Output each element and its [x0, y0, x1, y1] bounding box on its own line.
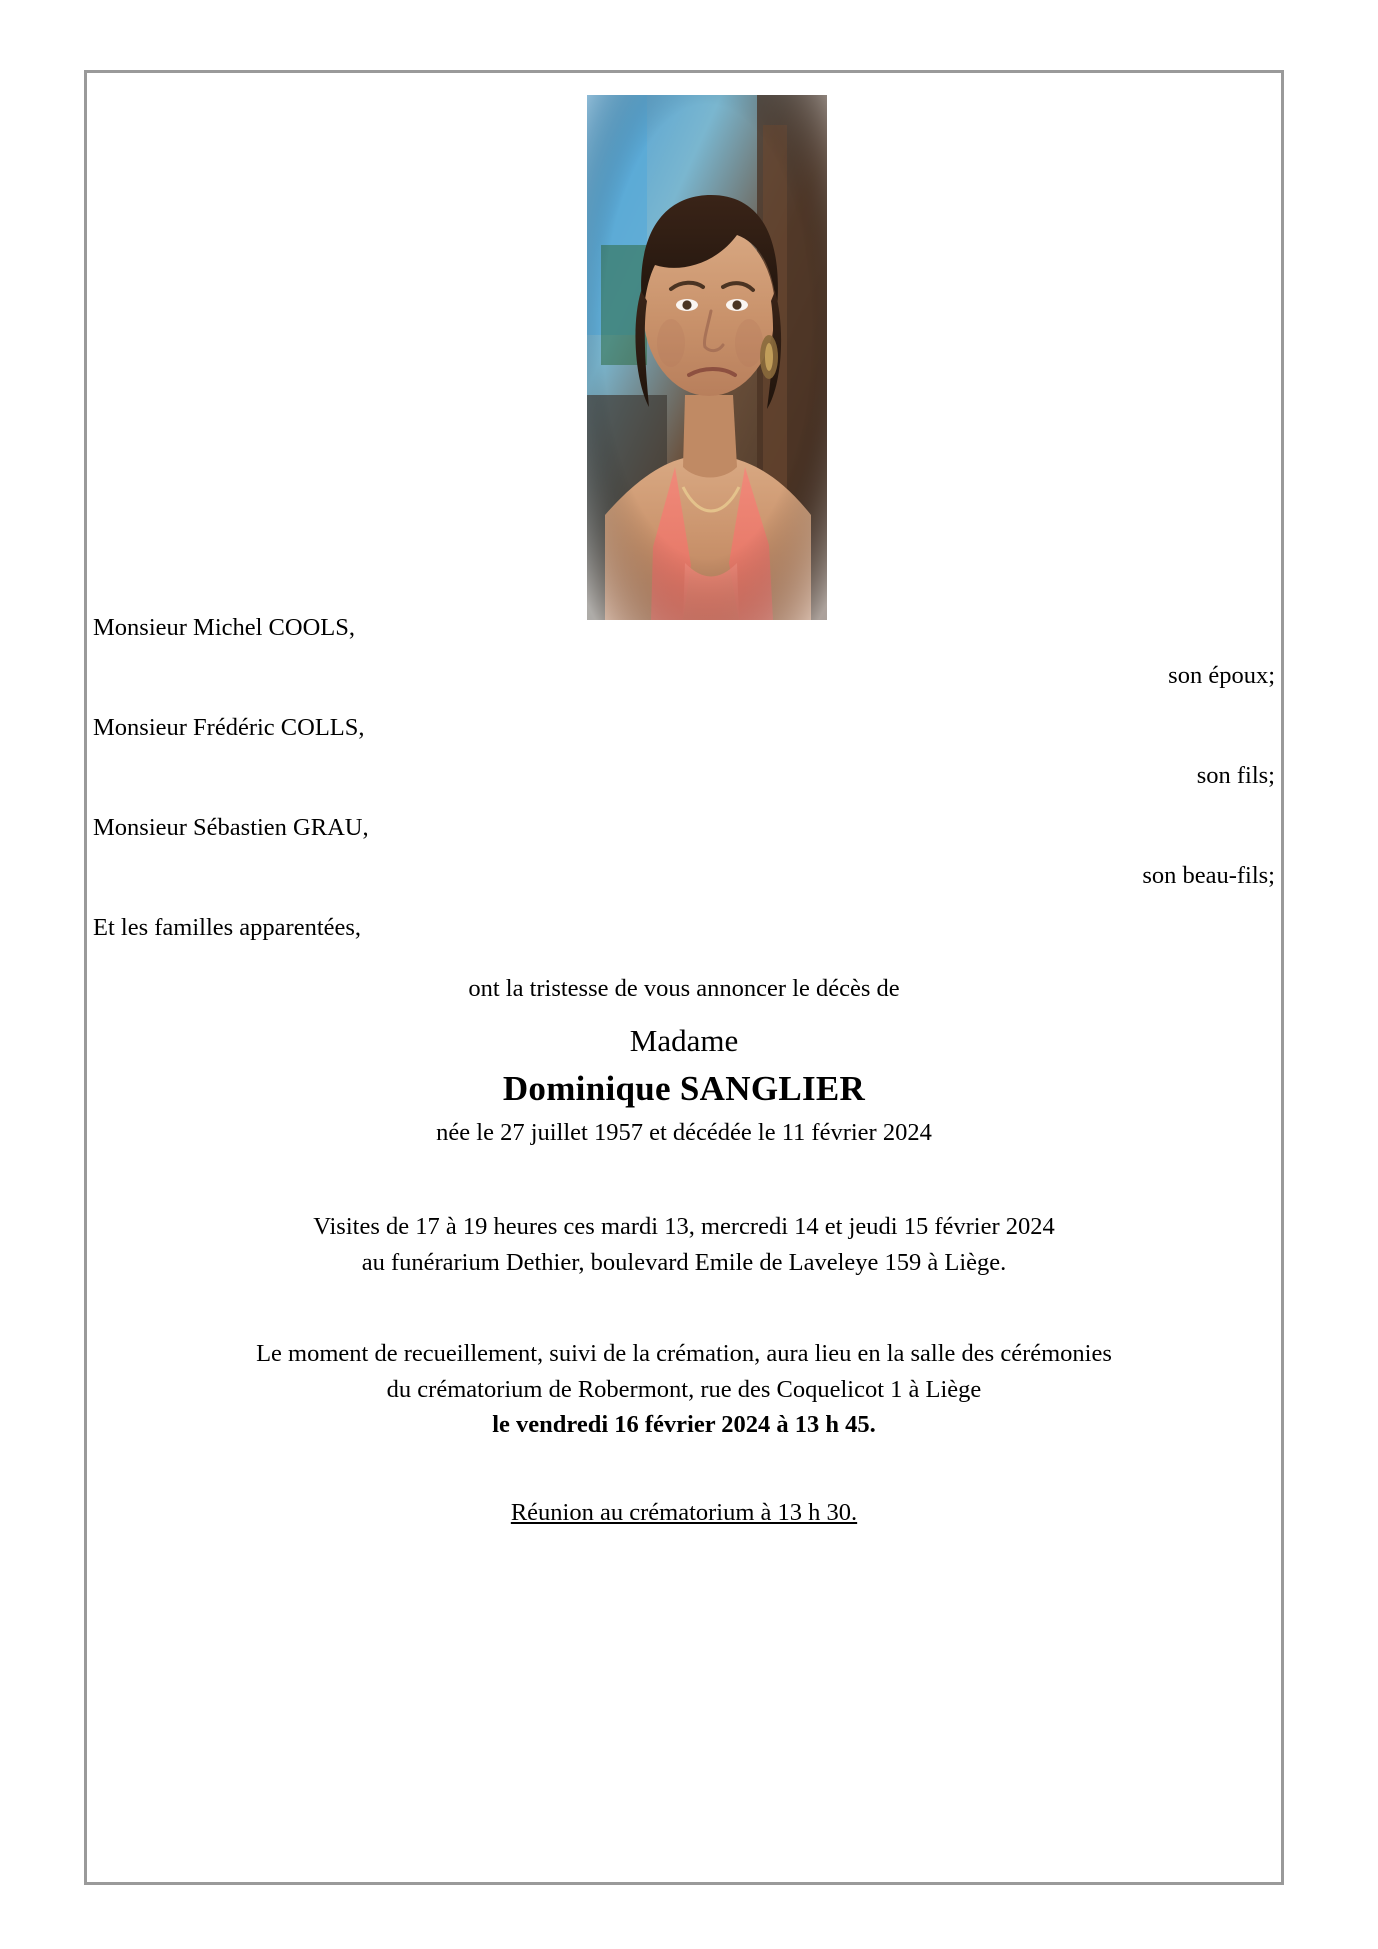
family-member-name: Monsieur Michel COOLS,	[93, 614, 355, 641]
announcement-block	[84, 975, 1284, 1527]
family-row	[84, 715, 1284, 815]
deceased-dates: née le 27 juillet 1957 et décédée le 11 février 2024	[436, 1119, 932, 1146]
announcement-intro: ont la tristesse de vous annoncer le décès de	[468, 975, 900, 1002]
related-families-text: Et les familles apparentées,	[93, 914, 362, 941]
ceremony-datetime: le vendredi 16 février 2024 à 13 h 45.	[492, 1411, 876, 1439]
memorial-card	[84, 70, 1284, 1885]
visits-line-1: Visites de 17 à 19 heures ces mardi 13, mercredi 14 et jeudi 15 février 2024	[313, 1213, 1055, 1240]
family-row	[84, 815, 1284, 915]
family-member-relation: son fils;	[1196, 762, 1275, 789]
visits-line-2: au funérarium Dethier, boulevard Emile de Laveleye 159 à Liège.	[361, 1248, 1007, 1276]
family-member-relation: son beau-fils;	[1142, 862, 1275, 889]
gathering-note: Réunion au crématorium à 13 h 30.	[510, 1498, 858, 1526]
family-block	[84, 614, 1284, 941]
ceremony-line-1: Le moment de recueillement, suivi de la crémation, aura lieu en la salle des cérémonies	[256, 1340, 1112, 1368]
announcement-title: Madame	[629, 1023, 739, 1058]
family-member-name: Monsieur Sébastien GRAU,	[93, 814, 369, 841]
ceremony-line-2: du crématorium de Robermont, rue des Coquelicot 1 à Liège	[386, 1375, 982, 1403]
family-member-relation: son époux;	[1168, 662, 1275, 689]
family-row	[84, 615, 1284, 715]
family-member-name: Monsieur Frédéric COLLS,	[93, 714, 365, 741]
portrait-photo	[587, 95, 827, 620]
deceased-name: Dominique SANGLIER	[502, 1069, 866, 1108]
